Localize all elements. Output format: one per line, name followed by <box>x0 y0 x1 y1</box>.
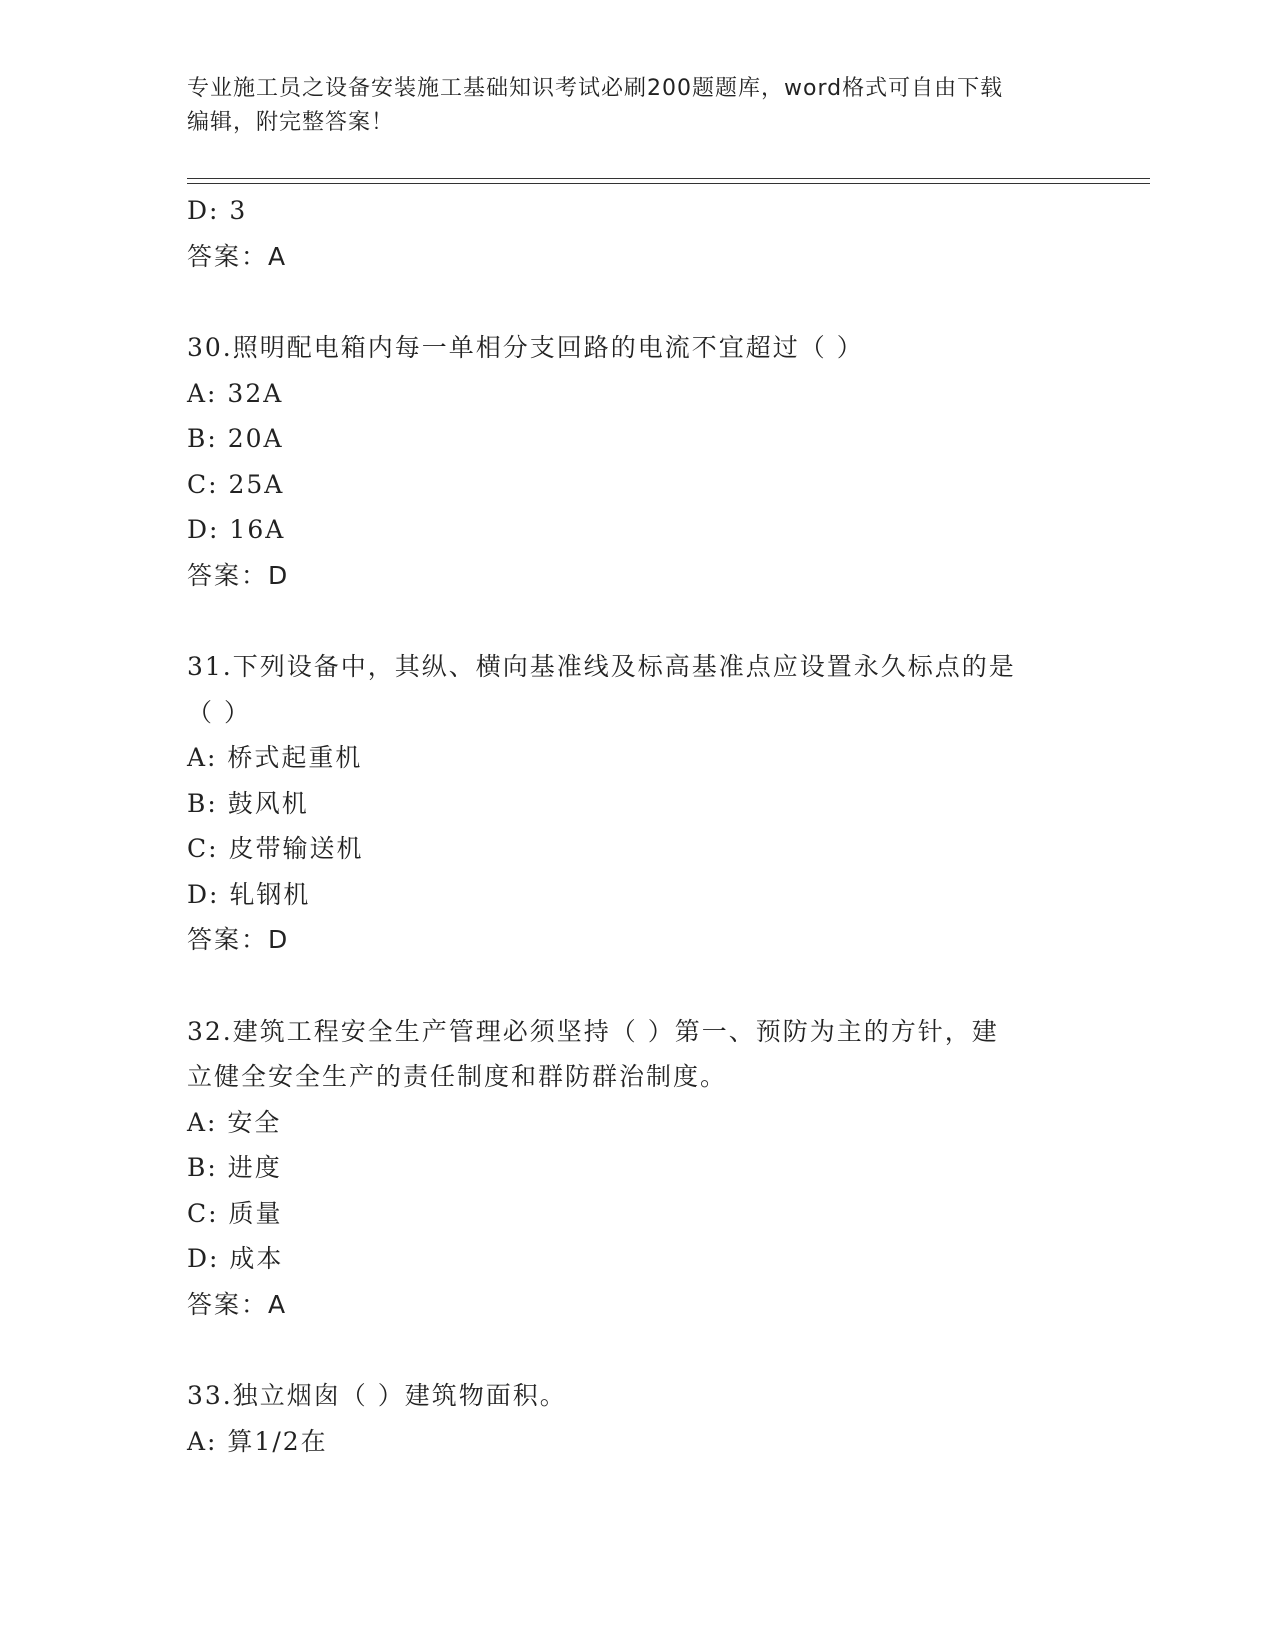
answer: 答案：D <box>187 560 290 590</box>
option-a: A: 桥式起重机 <box>187 743 363 772</box>
option-a: A: 算1/2在 <box>187 1426 328 1456</box>
option-d: D: 轧钢机 <box>187 879 311 909</box>
question-text: 32.建筑工程安全生产管理必须坚持（ ）第一、预防为主的方针，建 <box>187 1016 999 1046</box>
question-text-continued: （ ） <box>187 697 251 727</box>
option-c: C: 质量 <box>187 1198 283 1228</box>
option-d: D: 成本 <box>187 1244 284 1273</box>
question-30 <box>187 325 1087 598</box>
question-text-continued: 立健全安全生产的责任制度和群防群治制度。 <box>187 1062 728 1091</box>
question-32 <box>187 1009 1087 1328</box>
option-a: A: 32A <box>187 378 284 408</box>
answer: 答案：D <box>187 925 290 954</box>
header-divider-bottom <box>187 183 1150 184</box>
option-b: B: 进度 <box>187 1153 282 1182</box>
question-33 <box>187 1373 1087 1464</box>
answer: 答案：A <box>187 1289 288 1319</box>
question-text: 31.下列设备中，其纵、横向基准线及标高基准点应设置永久标点的是 <box>187 652 1016 681</box>
option-d: D: 16A <box>187 515 286 544</box>
header-line-2: 编辑，附完整答案！ <box>187 110 395 135</box>
question-text: 33.独立烟囱（ ）建筑物面积。 <box>187 1381 567 1410</box>
header-divider-top <box>187 178 1150 179</box>
option-d: D: 3 <box>187 196 248 225</box>
option-c: C: 25A <box>187 469 285 499</box>
question-31 <box>187 644 1087 963</box>
option-b: B: 鼓风机 <box>187 788 309 818</box>
option-b: B: 20A <box>187 424 284 453</box>
question-text: 30.照明配电箱内每一单相分支回路的电流不宜超过（ ） <box>187 333 864 362</box>
header-line-1: 专业施工员之设备安装施工基础知识考试必刷200题题库，word格式可自由下载 <box>187 76 1004 101</box>
option-c: C: 皮带输送机 <box>187 834 364 863</box>
document-header <box>187 72 1067 140</box>
answer: 答案：A <box>187 241 288 271</box>
question-list <box>187 188 1087 1464</box>
option-a: A: 安全 <box>187 1107 282 1137</box>
